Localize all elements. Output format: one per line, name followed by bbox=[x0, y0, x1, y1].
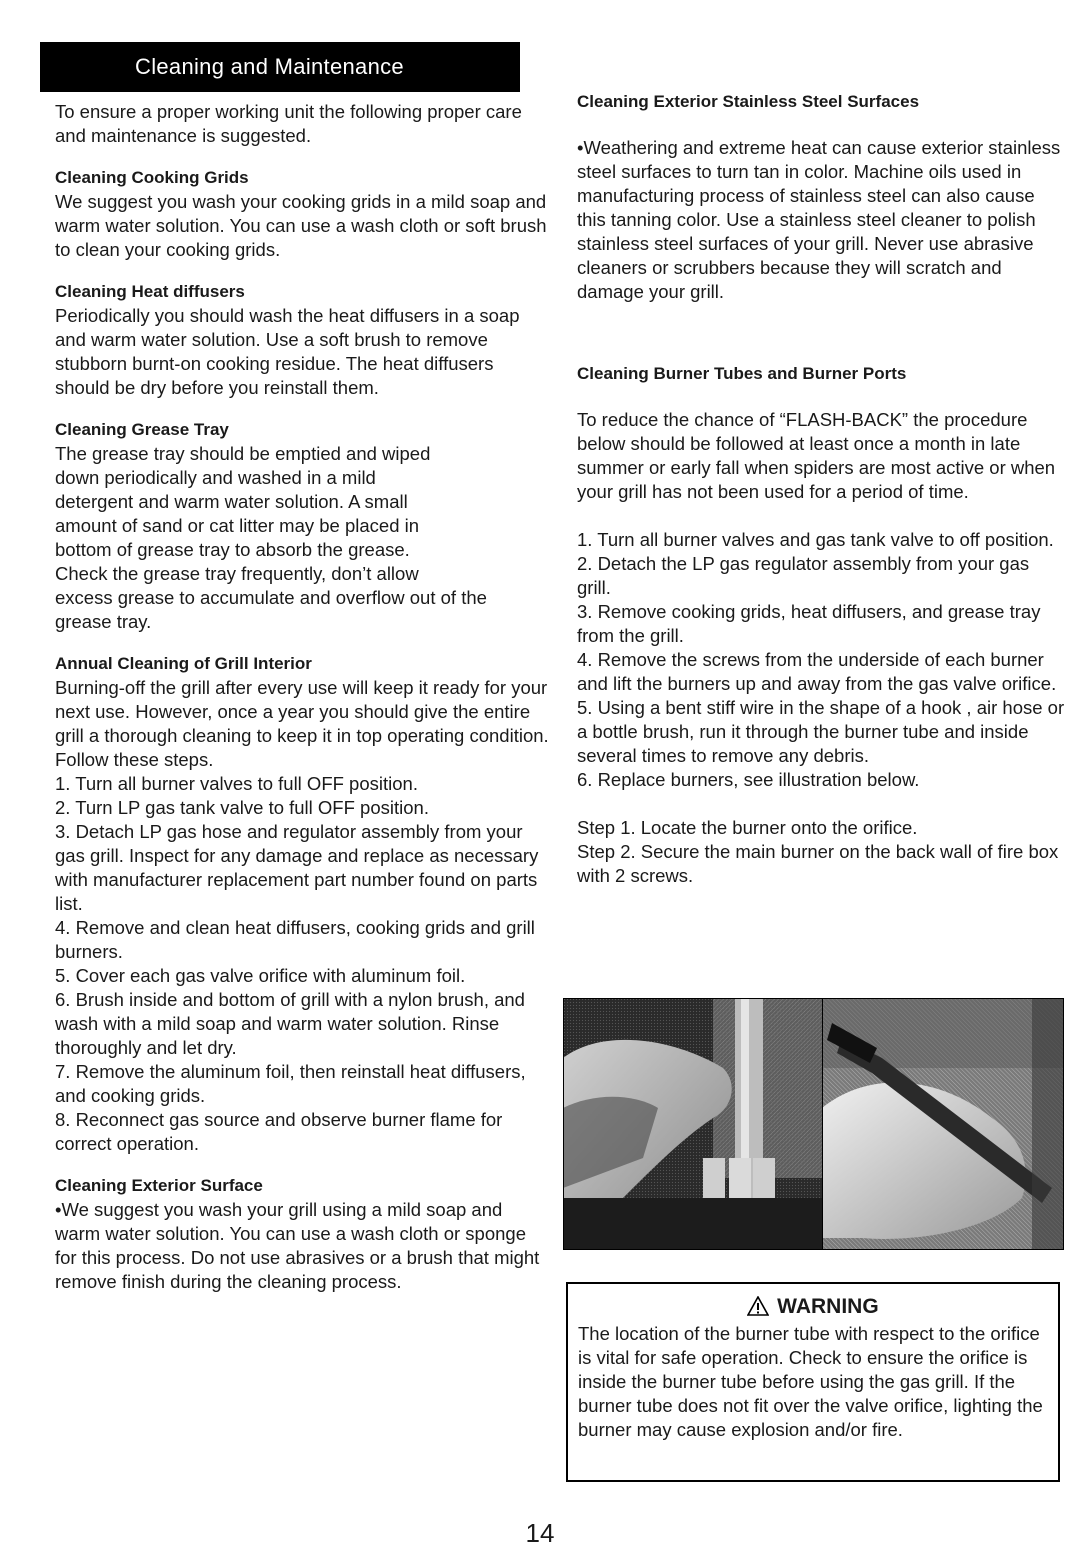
annual-step: 3. Detach LP gas hose and regulator assembly from your gas grill. Inspect for any damage and replace as necessary with manufacturer replacement part number found on parts list. bbox=[55, 821, 539, 914]
annual-step: 4. Remove and clean heat diffusers, cooking grids and grill burners. bbox=[55, 917, 535, 962]
intro-text: To ensure a proper working unit the following proper care and maintenance is suggested. bbox=[55, 101, 522, 146]
page-number: 14 bbox=[525, 1518, 555, 1548]
right-column bbox=[577, 90, 1067, 888]
section-heat-diffusers bbox=[55, 280, 550, 400]
text-stainless-steel: •Weathering and extreme heat can cause exterior stainless steel surfaces to turn tan in color. Machine oils used in manufacturing process of stainless steel can also cause this tanning color. Use a stainless steel cleaner to polish stainless steel surfaces of your grill. Never use abrasive cleaners or scrubbers because they will scratch and damage your grill. bbox=[577, 137, 1061, 302]
grease-line: excess grease to accumulate and overflow out of the bbox=[55, 587, 487, 608]
heading-grease-tray: Cleaning Grease Tray bbox=[55, 420, 229, 439]
grease-line: amount of sand or cat litter may be placed in bbox=[55, 515, 420, 536]
heading-stainless-steel: Cleaning Exterior Stainless Steel Surfaces bbox=[577, 92, 920, 111]
install-step: Step 1. Locate the burner onto the orifice. bbox=[577, 817, 918, 838]
annual-step: 1. Turn all burner valves to full OFF position. bbox=[55, 773, 418, 794]
heading-burner-tubes: Cleaning Burner Tubes and Burner Ports bbox=[577, 364, 907, 383]
section-title: Cleaning and Maintenance bbox=[135, 54, 404, 79]
text-exterior-surface: •We suggest you wash your grill using a mild soap and warm water solution. You can use a wash cloth or sponge for this process. Do not use abrasives or a brush that might remove finish during the cleaning process. bbox=[55, 1199, 540, 1292]
heading-exterior-surface: Cleaning Exterior Surface bbox=[55, 1176, 263, 1195]
heading-annual-cleaning: Annual Cleaning of Grill Interior bbox=[55, 654, 312, 673]
warning-text: The location of the burner tube with respect to the orifice is vital for safe operation. Check to ensure the orifice is inside the burner tube before using the gas grill. If the burner tube does not fit over the valve orifice, lighting the burner may cause explosion and/or fire. bbox=[578, 1323, 1043, 1440]
text-heat-diffusers: Periodically you should wash the heat diffusers in a soap and warm water solution. Use a soft brush to remove stubborn burnt-on cooking residue. The heat diffusers should be dry before you reinstall them. bbox=[55, 305, 520, 398]
heading-heat-diffusers: Cleaning Heat diffusers bbox=[55, 282, 245, 301]
annual-step: 5. Cover each gas valve orifice with aluminum foil. bbox=[55, 965, 466, 986]
burner-step: 3. Remove cooking grids, heat diffusers, and grease tray from the grill. bbox=[577, 601, 1041, 646]
warning-box bbox=[566, 1282, 1060, 1482]
left-column bbox=[55, 100, 550, 1294]
burner-step: 6. Replace burners, see illustration below. bbox=[577, 769, 920, 790]
text-burner-intro: To reduce the chance of “FLASH-BACK” the procedure below should be followed at least once a month in late summer or early fall when spiders are most active or when your grill has not been used for a period of time. bbox=[577, 409, 1056, 502]
annual-steps-list bbox=[55, 772, 550, 1156]
burner-step: 1. Turn all burner valves and gas tank valve to off position. bbox=[577, 529, 1054, 550]
section-title-bar bbox=[40, 42, 520, 92]
grease-line: down periodically and washed in a mild bbox=[55, 467, 376, 488]
grease-line: grease tray. bbox=[55, 611, 152, 632]
grease-line: bottom of grease tray to absorb the grease. bbox=[55, 539, 410, 560]
text-annual-cleaning: Burning-off the grill after every use will keep it ready for your next use. However, once a year you should give the entire grill a thorough cleaning to keep it in top operating condition. Follow these steps. bbox=[55, 677, 549, 770]
warning-triangle-icon bbox=[747, 1296, 769, 1316]
install-step: Step 2. Secure the main burner on the back wall of fire box with 2 screws. bbox=[577, 841, 1059, 886]
grease-line: detergent and warm water solution. A small bbox=[55, 491, 408, 512]
burner-step: 2. Detach the LP gas regulator assembly from your gas grill. bbox=[577, 553, 1030, 598]
section-cooking-grids bbox=[55, 166, 550, 262]
annual-step: 2. Turn LP gas tank valve to full OFF position. bbox=[55, 797, 429, 818]
photo-locate-burner bbox=[563, 998, 831, 1250]
grease-line: Check the grease tray frequently, don’t allow bbox=[55, 563, 419, 584]
section-annual-cleaning bbox=[55, 652, 550, 1156]
text-cooking-grids: We suggest you wash your cooking grids in a mild soap and warm water solution. You can use a wash cloth or soft brush to clean your cooking grids. bbox=[55, 191, 547, 260]
section-exterior-surface bbox=[55, 1174, 550, 1294]
section-grease-tray bbox=[55, 418, 550, 634]
photo-secure-burner bbox=[822, 998, 1064, 1250]
warning-heading bbox=[578, 1294, 1048, 1320]
burner-step: 5. Using a bent stiff wire in the shape of a hook , air hose or a bottle brush, run it through the burner tube and inside several times to remove any debris. bbox=[577, 697, 1065, 766]
burner-steps-list bbox=[577, 528, 1067, 792]
annual-step: 7. Remove the aluminum foil, then reinstall heat diffusers, and cooking grids. bbox=[55, 1061, 526, 1106]
annual-step: 8. Reconnect gas source and observe burner flame for correct operation. bbox=[55, 1109, 503, 1154]
warning-title: WARNING bbox=[777, 1295, 879, 1318]
grease-line: The grease tray should be emptied and wiped bbox=[55, 443, 431, 464]
annual-step: 6. Brush inside and bottom of grill with a nylon brush, and wash with a mild soap and warm water solution. Rinse thoroughly and let dry. bbox=[55, 989, 525, 1058]
heading-cooking-grids: Cleaning Cooking Grids bbox=[55, 168, 249, 187]
burner-step: 4. Remove the screws from the underside of each burner and lift the burners up and away from the gas valve orifice. bbox=[577, 649, 1057, 694]
install-steps bbox=[577, 816, 1067, 888]
